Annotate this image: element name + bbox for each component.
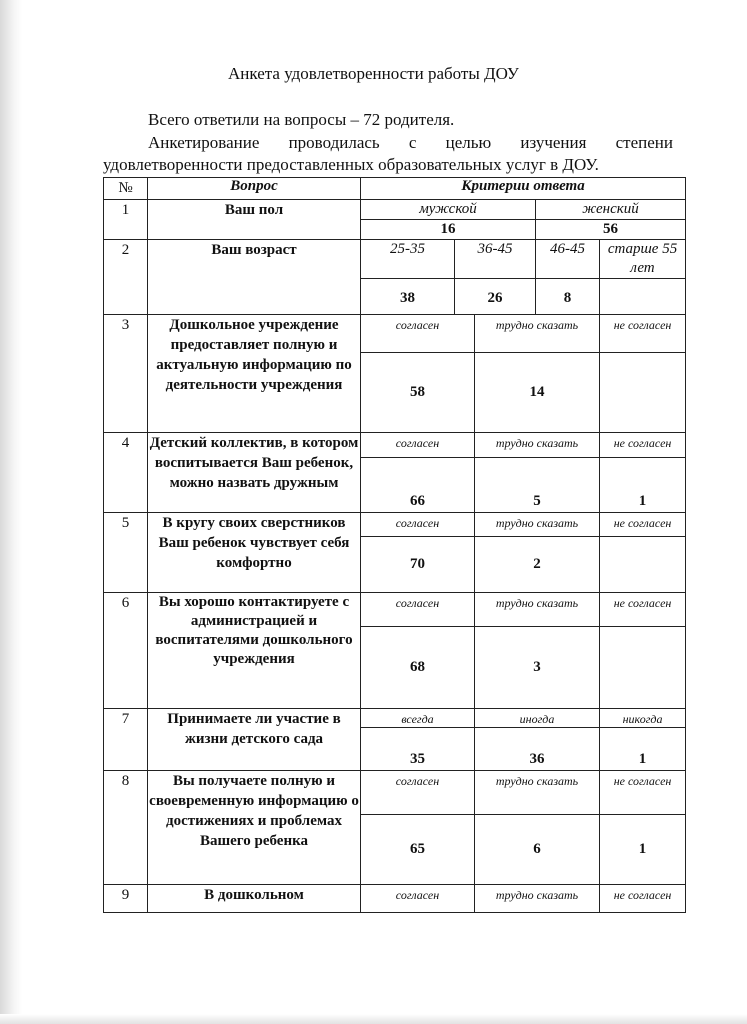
option-label: старше 55 лет (600, 240, 686, 279)
option-label: не согласен (600, 513, 686, 537)
row-num: 7 (104, 709, 148, 771)
row-question: Принимаете ли участие в жизни детского сада (148, 709, 361, 771)
answer-value: 35 (361, 728, 475, 771)
answer-value: 65 (361, 815, 475, 885)
row-question: Ваш возраст (148, 240, 361, 315)
option-label: 36-45 (455, 240, 536, 279)
header-criteria: Критерии ответа (361, 178, 686, 200)
option-label: согласен (361, 433, 475, 458)
answer-value: 36 (475, 728, 600, 771)
table-row (104, 771, 686, 815)
answer-value: 16 (361, 220, 536, 240)
answer-value (600, 353, 686, 433)
option-label: не согласен (600, 885, 686, 913)
purpose-text-line2: удовлетворенности предоставленных образовательных услуг в ДОУ. (103, 155, 599, 174)
option-label: не согласен (600, 771, 686, 815)
table-row (104, 885, 686, 913)
option-label: 46-45 (536, 240, 600, 279)
answer-value: 70 (361, 537, 475, 593)
answer-value: 5 (475, 458, 600, 513)
option-label: трудно сказать (475, 771, 600, 815)
table-row (104, 593, 686, 627)
header-question: Вопрос (148, 178, 361, 200)
row-num: 5 (104, 513, 148, 593)
answer-value: 8 (536, 279, 600, 315)
option-label: не согласен (600, 315, 686, 353)
header-num: № (104, 178, 148, 200)
option-label: никогда (600, 709, 686, 728)
table-row (104, 315, 686, 353)
answer-value: 26 (455, 279, 536, 315)
option-label: согласен (361, 315, 475, 353)
option-label: согласен (361, 885, 475, 913)
table-row (104, 240, 686, 279)
option-label: трудно сказать (475, 433, 600, 458)
option-label: трудно сказать (475, 885, 600, 913)
answer-value: 66 (361, 458, 475, 513)
table-row (104, 709, 686, 728)
answer-value: 1 (600, 728, 686, 771)
respondents-text: Всего ответили на вопросы – 72 родителя. (148, 110, 455, 129)
answer-value: 38 (361, 279, 455, 315)
table-row (104, 513, 686, 537)
option-label: женский (536, 200, 686, 220)
row-num: 4 (104, 433, 148, 513)
answer-value: 56 (536, 220, 686, 240)
option-label: не согласен (600, 593, 686, 627)
row-num: 9 (104, 885, 148, 913)
row-num: 1 (104, 200, 148, 240)
row-question: В кругу своих сверстников Ваш ребенок чувствует себя комфортно (148, 513, 361, 593)
option-label: всегда (361, 709, 475, 728)
row-question: Ваш пол (148, 200, 361, 240)
option-label: согласен (361, 513, 475, 537)
table-header-row (104, 178, 686, 200)
option-label: трудно сказать (475, 513, 600, 537)
option-label: мужской (361, 200, 536, 220)
row-num: 2 (104, 240, 148, 315)
survey-table (103, 177, 686, 913)
answer-value: 1 (600, 815, 686, 885)
row-num: 6 (104, 593, 148, 709)
answer-value: 2 (475, 537, 600, 593)
answer-value: 68 (361, 627, 475, 709)
row-question: Детский коллектив, в котором воспитывается Ваш ребенок, можно назвать дружным (148, 433, 361, 513)
row-question: Дошкольное учреждение предоставляет полную и актуальную информацию по деятельности учреждения (148, 315, 361, 433)
answer-value (600, 627, 686, 709)
option-label: 25-35 (361, 240, 455, 279)
answer-value: 6 (475, 815, 600, 885)
answer-value: 3 (475, 627, 600, 709)
row-num: 8 (104, 771, 148, 885)
option-label: согласен (361, 593, 475, 627)
option-label: не согласен (600, 433, 686, 458)
scan-edge-shadow (0, 0, 22, 1024)
row-question: Вы хорошо контактируете с администрацией и воспитателями дошкольного учреждения (148, 593, 361, 709)
document-title: Анкета удовлетворенности работы ДОУ (228, 64, 519, 83)
option-label: трудно сказать (475, 315, 600, 353)
row-question: Вы получаете полную и своевременную информацию о достижениях и проблемах Вашего ребенка (148, 771, 361, 885)
answer-value (600, 279, 686, 315)
table-row (104, 200, 686, 220)
option-label: согласен (361, 771, 475, 815)
row-question: В дошкольном (148, 885, 361, 913)
table-row (104, 433, 686, 458)
option-label: трудно сказать (475, 593, 600, 627)
purpose-text-line1: Анкетирование проводилась с целью изучения степени (148, 133, 673, 152)
option-label: иногда (475, 709, 600, 728)
answer-value: 58 (361, 353, 475, 433)
answer-value (600, 537, 686, 593)
scan-bottom-shadow (0, 1014, 747, 1024)
answer-value: 1 (600, 458, 686, 513)
answer-value: 14 (475, 353, 600, 433)
row-num: 3 (104, 315, 148, 433)
